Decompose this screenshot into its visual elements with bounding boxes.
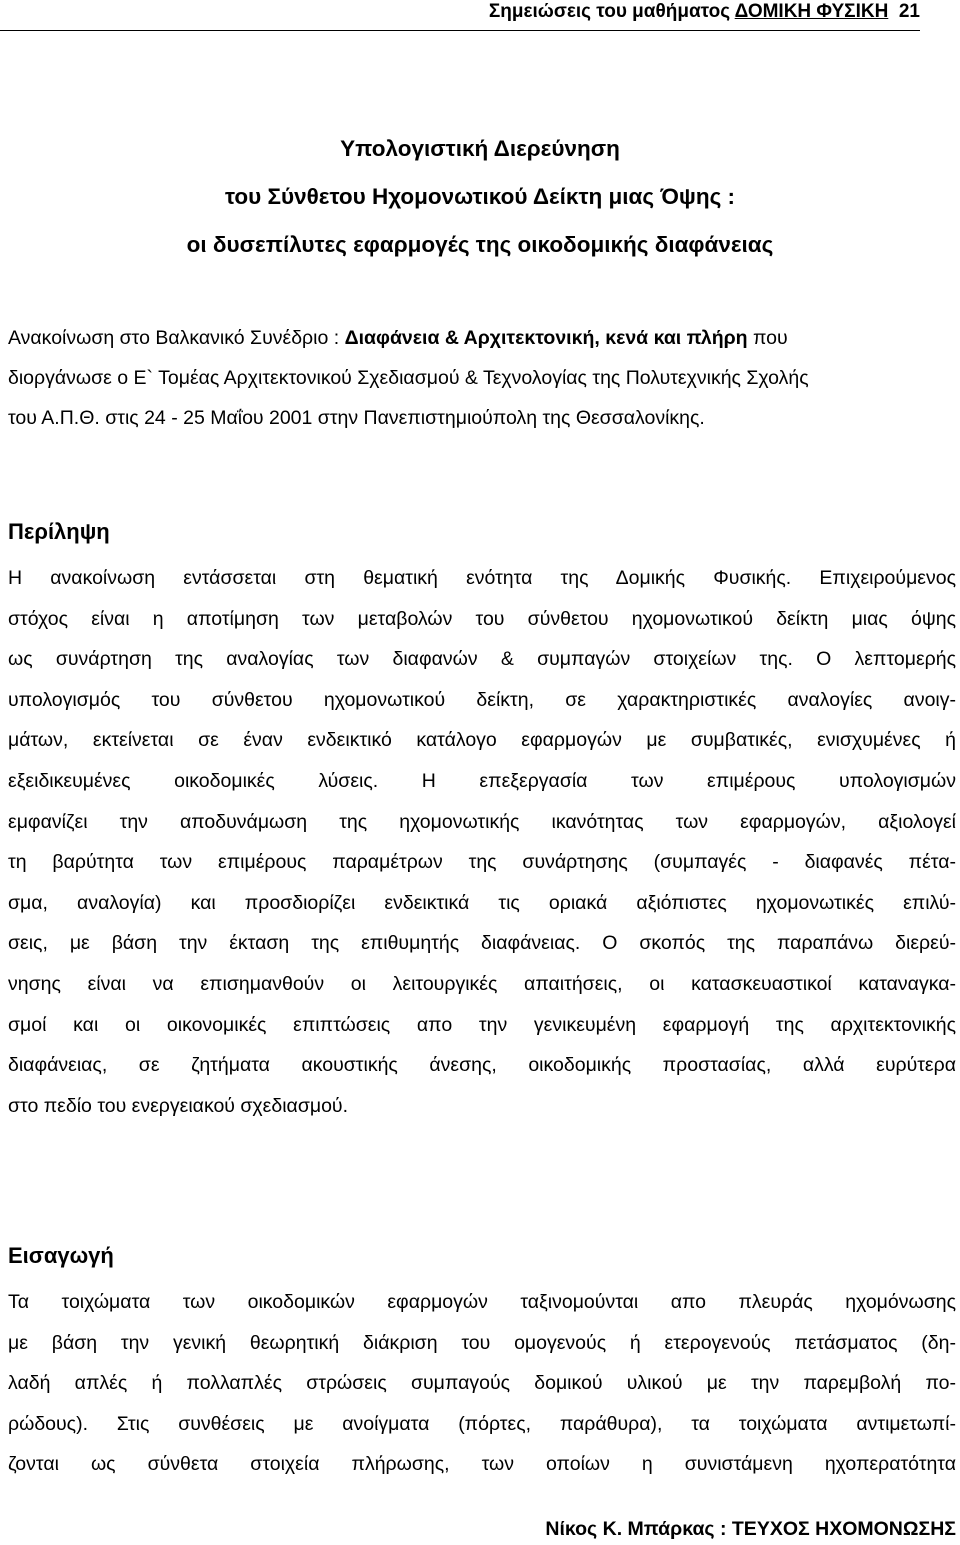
- introduction-line: ζονται ως σύνθετα στοιχεία πλήρωσης, των οποίων η συνιστάμενη ηχοπερατότητα: [8, 1453, 956, 1476]
- abstract-line: εμφανίζει την αποδυνάμωση της ηχομονωτικής ικανότητας των εφαρμογών, αξιολογεί: [8, 810, 956, 833]
- abstract-line: Η ανακοίνωση εντάσσεται στη θεματική ενότητα της Δομικής Φυσικής. Επιχειρούμενος: [8, 567, 956, 589]
- introduction-line: λαδή απλές ή πολλαπλές στρώσεις συμπαγούς δομικού υλικού με την παρεμβολή πο-: [8, 1372, 956, 1395]
- introduction-body: [8, 1282, 956, 1485]
- course-title: ΔΟΜΙΚΗ ΦΥΣΙΚΗ: [734, 1, 889, 22]
- abstract-line: στο πεδίο του ενεργειακού σχεδιασμού.: [8, 1094, 349, 1117]
- abstract-line: μάτων, εκτείνεται σε έναν ενδεικτικό κατάλογο εφαρμογών με συμβατικές, ενισχυμένες ή: [8, 729, 956, 752]
- title-line-2: του Σύνθετου Ηχομονωτικού Δείκτη μιας Όψης :: [224, 184, 736, 209]
- title-line-3: οι δυσεπίλυτες εφαρμογές της οικοδομικής διαφάνειας: [186, 232, 774, 257]
- abstract-line: τη βαρύτητα των επιμέρους παραμέτρων της συνάρτησης (συμπαγές - διαφανές πέτα-: [8, 851, 956, 874]
- page-footer: Νίκος Κ. Μπάρκας : ΤΕΥΧΟΣ ΗΧΟΜΟΝΩΣΗΣ: [545, 1518, 956, 1540]
- conference-note: [8, 318, 956, 438]
- abstract-line: σεις, με βάση την έκταση της επιθυμητής διαφάνειας. Ο σκοπός της παραπάνω διερεύ-: [8, 932, 956, 955]
- abstract-line: υπολογισμός του σύνθετου ηχομονωτικού δείκτη, σε χαρακτηριστικές αναλογίες ανοιγ-: [8, 688, 956, 711]
- page-header: [0, 0, 920, 31]
- conference-line-3: του Α.Π.Θ. στις 24 - 25 Μαΐου 2001 στην Πανεπιστημιούπολη της Θεσσαλονίκης.: [8, 407, 705, 429]
- abstract-line: νησης είναι να επισημανθούν οι λειτουργικές απαιτήσεις, οι κατασκευαστικοί καταναγκα-: [8, 972, 956, 995]
- abstract-line: εξειδικευμένες οικοδομικές λύσεις. Η επεξεργασία των επιμέρους υπολογισμών: [8, 769, 956, 792]
- title-line-1: Υπολογιστική Διερεύνηση: [340, 136, 620, 161]
- abstract-line: σμα, αναλογία) και προσδιορίζει ενδεικτικά τις οριακά αξιόπιστες ηχομονωτικές επιλύ-: [8, 891, 956, 914]
- conference-line-2: διοργάνωσε ο Ε` Τομέας Αρχιτεκτονικού Σχεδιασμού & Τεχνολογίας της Πολυτεχνικής Σχολής: [8, 367, 809, 389]
- page-number: 21: [898, 1, 920, 22]
- introduction-heading: Εισαγωγή: [8, 1243, 114, 1268]
- abstract-body: [8, 558, 956, 1126]
- conference-prefix: Ανακοίνωση στο Βαλκανικό Συνέδριο :: [8, 327, 345, 349]
- abstract-line: διαφάνειας, σε ζητήματα ακουστικής άνεσης, οικοδομικής προστασίας, αλλά ευρύτερα: [8, 1054, 956, 1077]
- abstract-line: σμοί και οι οικονομικές επιπτώσεις απο την γενικευμένη εφαρμογή της αρχιτεκτονικής: [8, 1013, 956, 1036]
- abstract-heading: Περίληψη: [8, 519, 110, 544]
- abstract-line: ως συνάρτηση της αναλογίας των διαφανών & συμπαγών στοιχείων της. Ο λεπτομερής: [8, 648, 956, 671]
- paper-title: [0, 125, 960, 269]
- conference-name: Διαφάνεια & Αρχιτεκτονική, κενά και πλήρη: [344, 327, 748, 349]
- abstract-line: στόχος είναι η αποτίμηση των μεταβολών του σύνθετου ηχομονωτικού δείκτη μιας όψης: [8, 607, 956, 630]
- header-prefix: Σημειώσεις του μαθήματος: [488, 1, 735, 22]
- introduction-line: με βάση την γενική θεωρητική διάκριση του ομογενούς ή ετερογενούς πετάσματος (δη-: [8, 1331, 956, 1354]
- conference-line-1: [8, 318, 956, 358]
- conference-suffix: που: [747, 327, 788, 349]
- introduction-line: Τα τοιχώματα των οικοδομικών εφαρμογών ταξινομούνται απο πλευράς ηχομόνωσης: [8, 1291, 956, 1313]
- introduction-line: ρώδους). Στις συνθέσεις με ανοίγματα (πόρτες, παράθυρα), τα τοιχώματα αντιμετωπί-: [8, 1412, 956, 1435]
